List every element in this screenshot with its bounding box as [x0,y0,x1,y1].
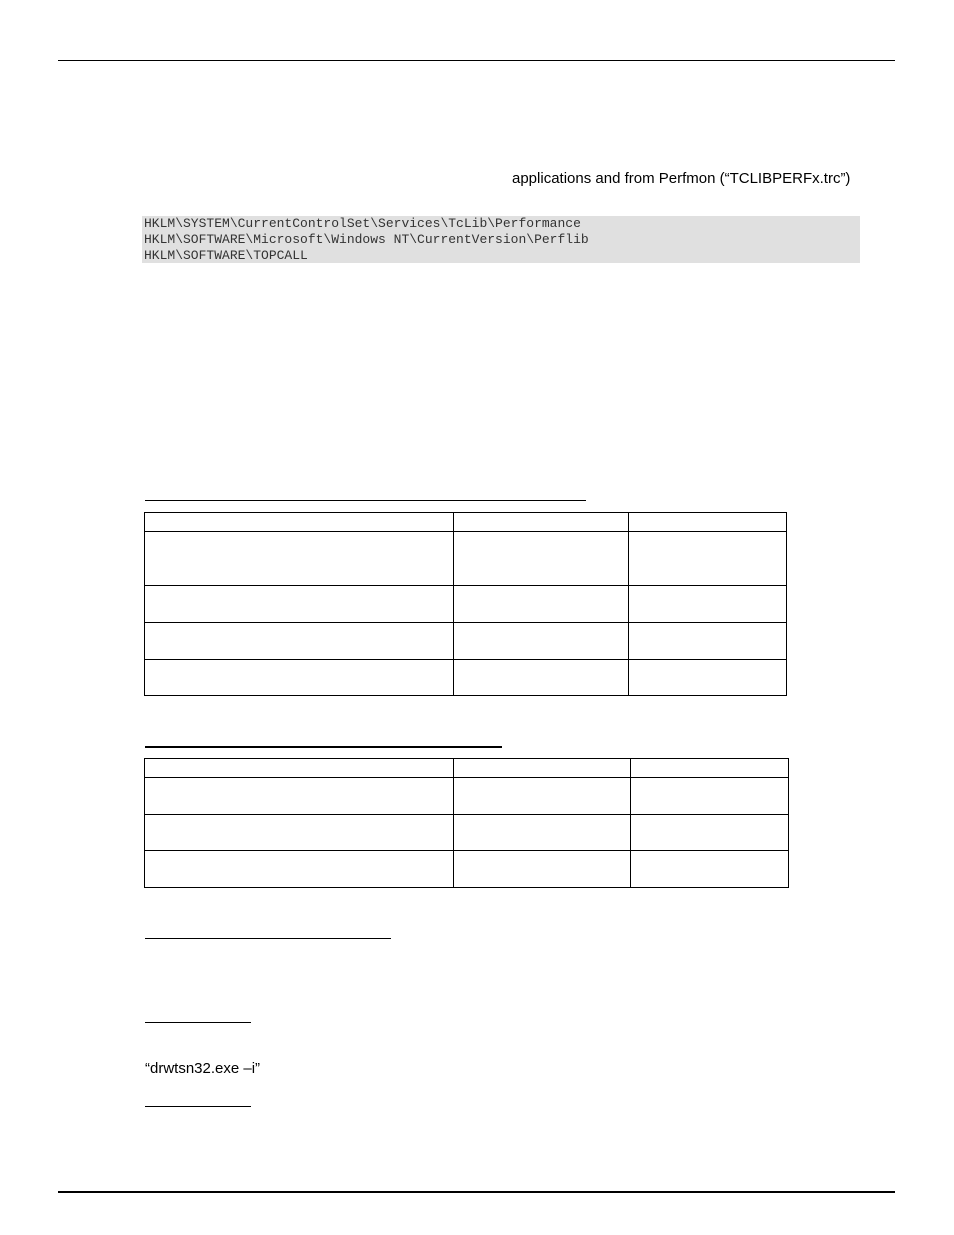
registry-key-line: HKLM\SOFTWARE\TOPCALL [144,248,308,263]
table-row [145,778,789,815]
table-cell [145,513,454,532]
table-cell [629,623,787,660]
section-heading-underline [145,746,502,748]
table-header-row [145,759,789,778]
table-cell [145,815,454,851]
table-cell [454,586,629,623]
table-cell [631,851,789,888]
table-row [145,851,789,888]
table-cell [629,660,787,696]
section-heading-underline [145,938,391,939]
registry-key-line: HKLM\SOFTWARE\Microsoft\Windows NT\CurrentVersion\Perflib [144,232,589,247]
table-cell [454,851,631,888]
table-row [145,660,787,696]
table-cell [145,623,454,660]
table-cell [145,759,454,778]
registry-key-line: HKLM\SYSTEM\CurrentControlSet\Services\TcLib\Performance [144,216,581,231]
table-cell [631,815,789,851]
table-cell [629,532,787,586]
perfmon-trace-text: applications and from Perfmon (“TCLIBPERFx.trc”) [512,170,851,187]
table-cell [454,623,629,660]
table-cell [454,759,631,778]
table-cell [145,851,454,888]
table-cell [454,815,631,851]
header-rule [58,60,895,61]
section-heading-underline [145,1106,251,1107]
table-row [145,815,789,851]
settings-table-1 [144,512,787,696]
footer-rule [58,1191,895,1193]
settings-table-2 [144,758,789,888]
section-heading-underline [145,500,586,501]
table-cell [145,532,454,586]
table-cell [631,778,789,815]
table-cell [145,778,454,815]
table-row [145,623,787,660]
table-cell [145,586,454,623]
registry-code-block [142,216,860,263]
table-cell [631,759,789,778]
table-cell [454,532,629,586]
section-heading-underline [145,1022,251,1023]
drwtsn-command-text: “drwtsn32.exe –i” [145,1060,261,1077]
table-row [145,586,787,623]
table-row [145,532,787,586]
table-cell [454,513,629,532]
table-cell [145,660,454,696]
table-header-row [145,513,787,532]
table-cell [629,513,787,532]
table-cell [454,660,629,696]
table-cell [454,778,631,815]
table-cell [629,586,787,623]
